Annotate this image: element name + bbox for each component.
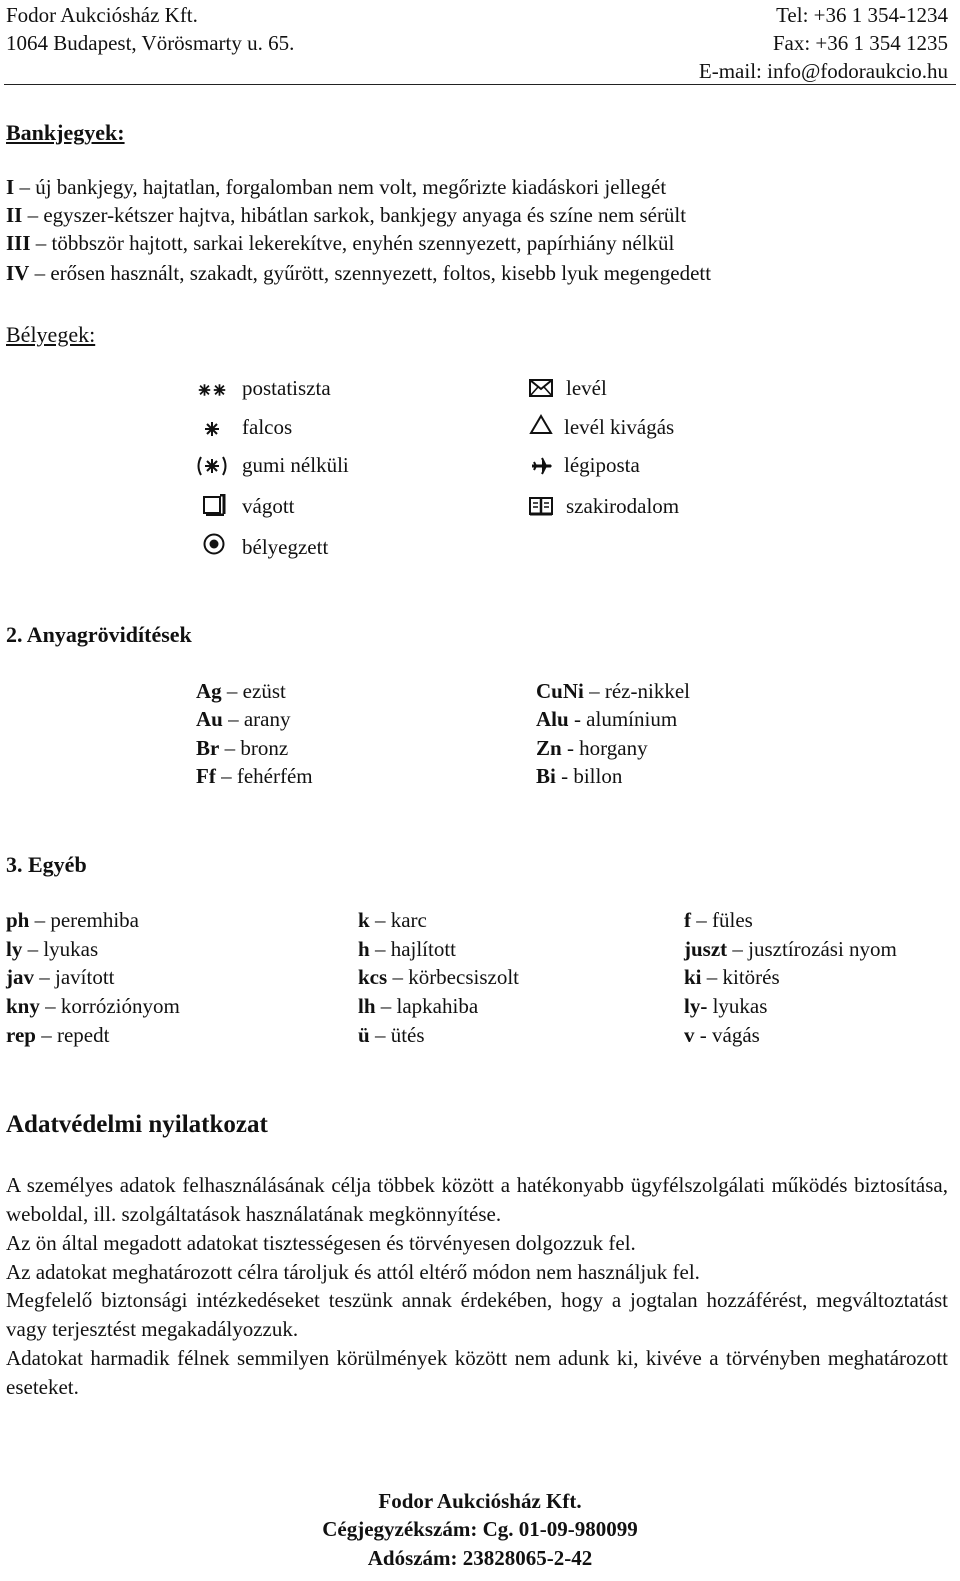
stamp-label-falcos: falcos (242, 415, 293, 439)
material-abbr: Zn (536, 736, 562, 760)
stamps-title: Bélyegek: (6, 322, 96, 347)
privacy-paragraph: Az ön által megadott adatokat tisztességesen és törvényesen dolgozzuk fel. (6, 1231, 636, 1255)
other-item (6, 1022, 109, 1050)
stamp-label-szakirodalom: szakirodalom (566, 494, 680, 518)
grade-text: – erősen használt, szakadt, gyűrött, szennyezett, foltos, kisebb lyuk megengedett (29, 261, 712, 285)
other-item (358, 907, 427, 935)
privacy-title: Adatvédelmi nyilatkozat (6, 1111, 268, 1138)
material-item (536, 678, 690, 706)
other-abbr: v (684, 1023, 695, 1047)
square-icon (199, 494, 229, 516)
material-item (536, 763, 622, 791)
material-text: - horgany (561, 736, 648, 760)
material-item (196, 735, 288, 763)
material-text: – fehérfém (215, 764, 313, 788)
material-text: – arany (222, 707, 291, 731)
other-abbr: k (358, 908, 370, 932)
grade-text: – új bankjegy, hajtatlan, forgalomban nem volt, megőrizte kiadáskori jellegét (14, 175, 667, 199)
footer-registry: Cégjegyzékszám: Cg. 01-09-980099 (322, 1517, 638, 1541)
material-text: - billon (555, 764, 623, 788)
privacy-paragraph: Az adatokat meghatározott célra tároljuk és attól eltérő módon nem használjuk fel. (6, 1260, 700, 1284)
circle-dot-icon (199, 533, 229, 555)
material-text: – réz-nikkel (583, 679, 690, 703)
stamp-label-gumi-nelkuli: gumi nélküli (242, 453, 349, 477)
material-item (536, 735, 648, 763)
other-abbr: rep (6, 1023, 36, 1047)
material-abbr: CuNi (536, 679, 584, 703)
material-item (196, 763, 313, 791)
parenthesized-asterisk-icon (195, 455, 229, 477)
grade-row (6, 230, 674, 258)
material-abbr: Br (196, 736, 220, 760)
grade-code: I (6, 175, 15, 199)
other-text: – peremhiba (29, 908, 139, 932)
other-text: – lyukas (22, 937, 99, 961)
other-abbr: ph (6, 908, 30, 932)
other-abbr: kcs (358, 965, 388, 989)
material-item (536, 706, 677, 734)
other-text: – körbecsiszolt (387, 965, 519, 989)
other-item (684, 964, 780, 992)
other-item (6, 964, 115, 992)
double-asterisk-icon (197, 379, 227, 401)
triangle-icon (526, 414, 556, 436)
material-abbr: Alu (536, 707, 569, 731)
header-fax: Fax: +36 1 354 1235 (772, 31, 948, 55)
material-abbr: Au (196, 707, 223, 731)
other-abbr: kny (6, 994, 40, 1018)
privacy-paragraph: Adatokat harmadik félnek semmilyen körülmények között nem adunk ki, kivéve a törvényben meghatározott eseteket. (6, 1346, 948, 1399)
privacy-paragraph: Megfelelő biztonsági intézkedéseket teszünk annak érdekében, hogy a jogtalan hozzáférést, megváltoztatást vagy terjesztést megakadályozzuk. (6, 1288, 948, 1341)
other-item (6, 936, 98, 964)
other-item (684, 936, 897, 964)
other-item (684, 993, 767, 1021)
stamp-label-postatiszta: postatiszta (242, 376, 331, 400)
header-divider (4, 84, 956, 85)
other-abbr: ü (358, 1023, 370, 1047)
other-abbr: juszt (684, 937, 728, 961)
material-item (196, 706, 291, 734)
book-icon (526, 495, 556, 517)
envelope-icon (526, 377, 556, 399)
header-address: 1064 Budapest, Vörösmarty u. 65. (6, 31, 295, 55)
other-item (358, 936, 456, 964)
other-text: lyukas (707, 994, 768, 1018)
airplane-icon (526, 455, 556, 477)
other-abbr: ly- (684, 994, 708, 1018)
grade-text: – többször hajtott, sarkai lekerekítve, enyhén szennyezett, papírhiány nélkül (30, 231, 675, 255)
other-item (358, 993, 478, 1021)
stamp-label-level-kivagas: levél kivágás (564, 415, 675, 439)
material-text: - alumínium (568, 707, 678, 731)
other-item (358, 1022, 425, 1050)
other-abbr: ly (6, 937, 23, 961)
header-email: E-mail: info@fodoraukcio.hu (698, 59, 948, 83)
other-item (6, 907, 139, 935)
footer-company: Fodor Aukciósház Kft. (378, 1489, 582, 1513)
banknotes-title: Bankjegyek: (6, 120, 125, 145)
grade-code: IV (6, 261, 30, 285)
other-abbr: h (358, 937, 370, 961)
footer-tax: Adószám: 23828065-2-42 (367, 1546, 593, 1570)
stamp-label-belyegzett: bélyegzett (242, 535, 329, 559)
other-text: - vágás (694, 1023, 760, 1047)
other-text: – korróziónyom (39, 994, 180, 1018)
grade-code: III (6, 231, 31, 255)
other-abbr: jav (6, 965, 34, 989)
other-item (684, 907, 753, 935)
other-text: – ütés (369, 1023, 425, 1047)
header-company: Fodor Aukciósház Kft. (6, 3, 198, 27)
grade-row (6, 202, 686, 230)
grade-text: – egyszer-kétszer hajtva, hibátlan sarkok, bankjegy anyaga és színe nem sérült (22, 203, 687, 227)
other-text: – füles (691, 908, 753, 932)
other-text: – hajlított (369, 937, 457, 961)
other-item (358, 964, 519, 992)
other-item (684, 1022, 760, 1050)
stamp-label-level: levél (566, 376, 607, 400)
other-title: 3. Egyéb (6, 852, 87, 877)
other-text: – repedt (35, 1023, 110, 1047)
other-text: – lapkahiba (375, 994, 479, 1018)
stamp-label-legiposta: légiposta (564, 453, 640, 477)
other-text: – karc (369, 908, 427, 932)
material-abbr: Ag (196, 679, 222, 703)
other-abbr: lh (358, 994, 376, 1018)
grade-code: II (6, 203, 23, 227)
material-abbr: Bi (536, 764, 556, 788)
asterisk-icon (197, 418, 227, 440)
other-abbr: f (684, 908, 691, 932)
privacy-paragraph: A személyes adatok felhasználásának célja többek között a hatékonyabb ügyfélszolgálati működés biztosítása, weboldal, ill. szolgáltatások használatának megkönnyítése. (6, 1173, 948, 1226)
other-abbr: ki (684, 965, 702, 989)
material-abbr: Ff (196, 764, 216, 788)
material-item (196, 678, 286, 706)
stamp-label-vagott: vágott (242, 494, 295, 518)
grade-row (6, 260, 711, 288)
other-text: – javított (34, 965, 115, 989)
header-phone: Tel: +36 1 354-1234 (776, 3, 948, 27)
material-text: – ezüst (221, 679, 286, 703)
materials-title: 2. Anyagrövidítések (6, 622, 192, 647)
other-text: – kitörés (701, 965, 780, 989)
grade-row (6, 174, 666, 202)
other-item (6, 993, 180, 1021)
material-text: – bronz (219, 736, 289, 760)
other-text: – jusztírozási nyom (727, 937, 897, 961)
